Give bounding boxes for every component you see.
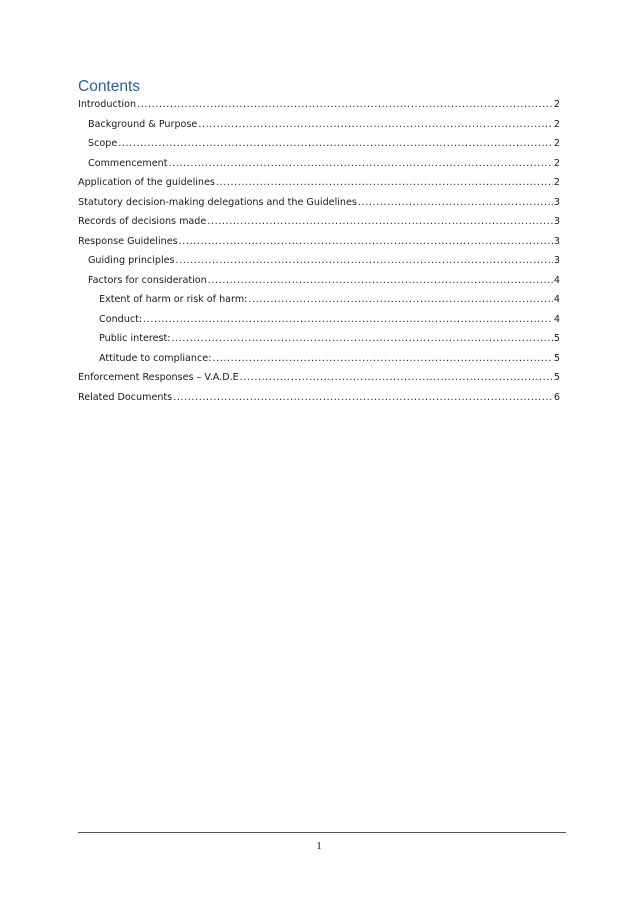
toc-dot-leader (118, 138, 553, 149)
footer-divider (78, 832, 566, 833)
toc-entry-page: 2 (553, 118, 560, 130)
toc-dot-leader (176, 255, 553, 266)
toc-entry-page: 2 (553, 138, 560, 149)
table-of-contents (78, 99, 560, 411)
toc-dot-leader (179, 236, 553, 247)
toc-entry-conduct[interactable] (78, 314, 560, 334)
toc-entry-statutory-delegations[interactable] (78, 197, 560, 217)
toc-entry-label: Response Guidelines (78, 235, 178, 247)
toc-entry-scope[interactable] (78, 138, 560, 158)
toc-dot-leader (208, 275, 553, 286)
toc-entry-records[interactable] (78, 216, 560, 236)
toc-entry-page: 3 (553, 235, 560, 247)
toc-entry-label: Extent of harm or risk of harm: (99, 294, 248, 305)
toc-dot-leader (240, 372, 553, 383)
toc-entry-label: Related Documents (78, 391, 173, 403)
toc-entry-page: 5 (553, 352, 560, 364)
toc-dot-leader (216, 177, 553, 188)
toc-entry-page: 4 (553, 294, 560, 305)
toc-entry-page: 3 (553, 216, 560, 227)
contents-heading: Contents (78, 78, 141, 95)
page-number: 1 (316, 840, 322, 852)
toc-dot-leader (173, 392, 553, 403)
toc-entry-application[interactable] (78, 177, 560, 197)
toc-entry-factors[interactable] (78, 275, 560, 295)
toc-entry-label: Conduct: (99, 313, 143, 325)
toc-entry-label: Records of decisions made (78, 216, 207, 227)
toc-entry-page: 5 (553, 333, 560, 344)
toc-entry-related-documents[interactable] (78, 392, 560, 412)
toc-entry-commencement[interactable] (78, 158, 560, 178)
toc-entry-background-purpose[interactable] (78, 119, 560, 139)
toc-dot-leader (212, 353, 552, 364)
toc-dot-leader (169, 158, 553, 169)
toc-dot-leader (248, 294, 552, 305)
toc-entry-page: 4 (553, 274, 560, 286)
toc-dot-leader (137, 99, 553, 110)
toc-entry-label: Public interest: (99, 333, 171, 344)
toc-entry-page: 6 (553, 391, 560, 403)
toc-entry-label: Introduction (78, 99, 137, 110)
toc-entry-enforcement-responses[interactable] (78, 372, 560, 392)
toc-entry-page: 3 (553, 196, 560, 208)
toc-entry-page: 3 (553, 255, 560, 266)
toc-entry-label: Factors for consideration (88, 274, 207, 286)
toc-entry-page: 2 (553, 99, 560, 110)
toc-entry-guiding-principles[interactable] (78, 255, 560, 275)
toc-entry-extent-of-harm[interactable] (78, 294, 560, 314)
toc-entry-page: 5 (553, 372, 560, 383)
toc-dot-leader (143, 314, 553, 325)
toc-entry-introduction[interactable] (78, 99, 560, 119)
toc-entry-label: Guiding principles (88, 255, 175, 266)
toc-dot-leader (207, 216, 553, 227)
toc-dot-leader (171, 333, 552, 344)
toc-entry-label: Enforcement Responses – V.A.D.E (78, 372, 239, 383)
toc-entry-page: 2 (553, 157, 560, 169)
toc-entry-page: 2 (553, 177, 560, 188)
toc-entry-label: Commencement (88, 157, 168, 169)
toc-entry-response-guidelines[interactable] (78, 236, 560, 256)
toc-entry-label: Scope (88, 138, 118, 149)
toc-entry-label: Background & Purpose (88, 118, 198, 130)
toc-dot-leader (198, 119, 553, 130)
toc-dot-leader (358, 197, 553, 208)
toc-entry-public-interest[interactable] (78, 333, 560, 353)
toc-entry-attitude-to-compliance[interactable] (78, 353, 560, 373)
toc-entry-label: Attitude to compliance: (99, 352, 212, 364)
toc-entry-page: 4 (553, 313, 560, 325)
toc-entry-label: Statutory decision-making delegations and the Guidelines (78, 196, 357, 208)
toc-entry-label: Application of the guidelines (78, 177, 215, 188)
